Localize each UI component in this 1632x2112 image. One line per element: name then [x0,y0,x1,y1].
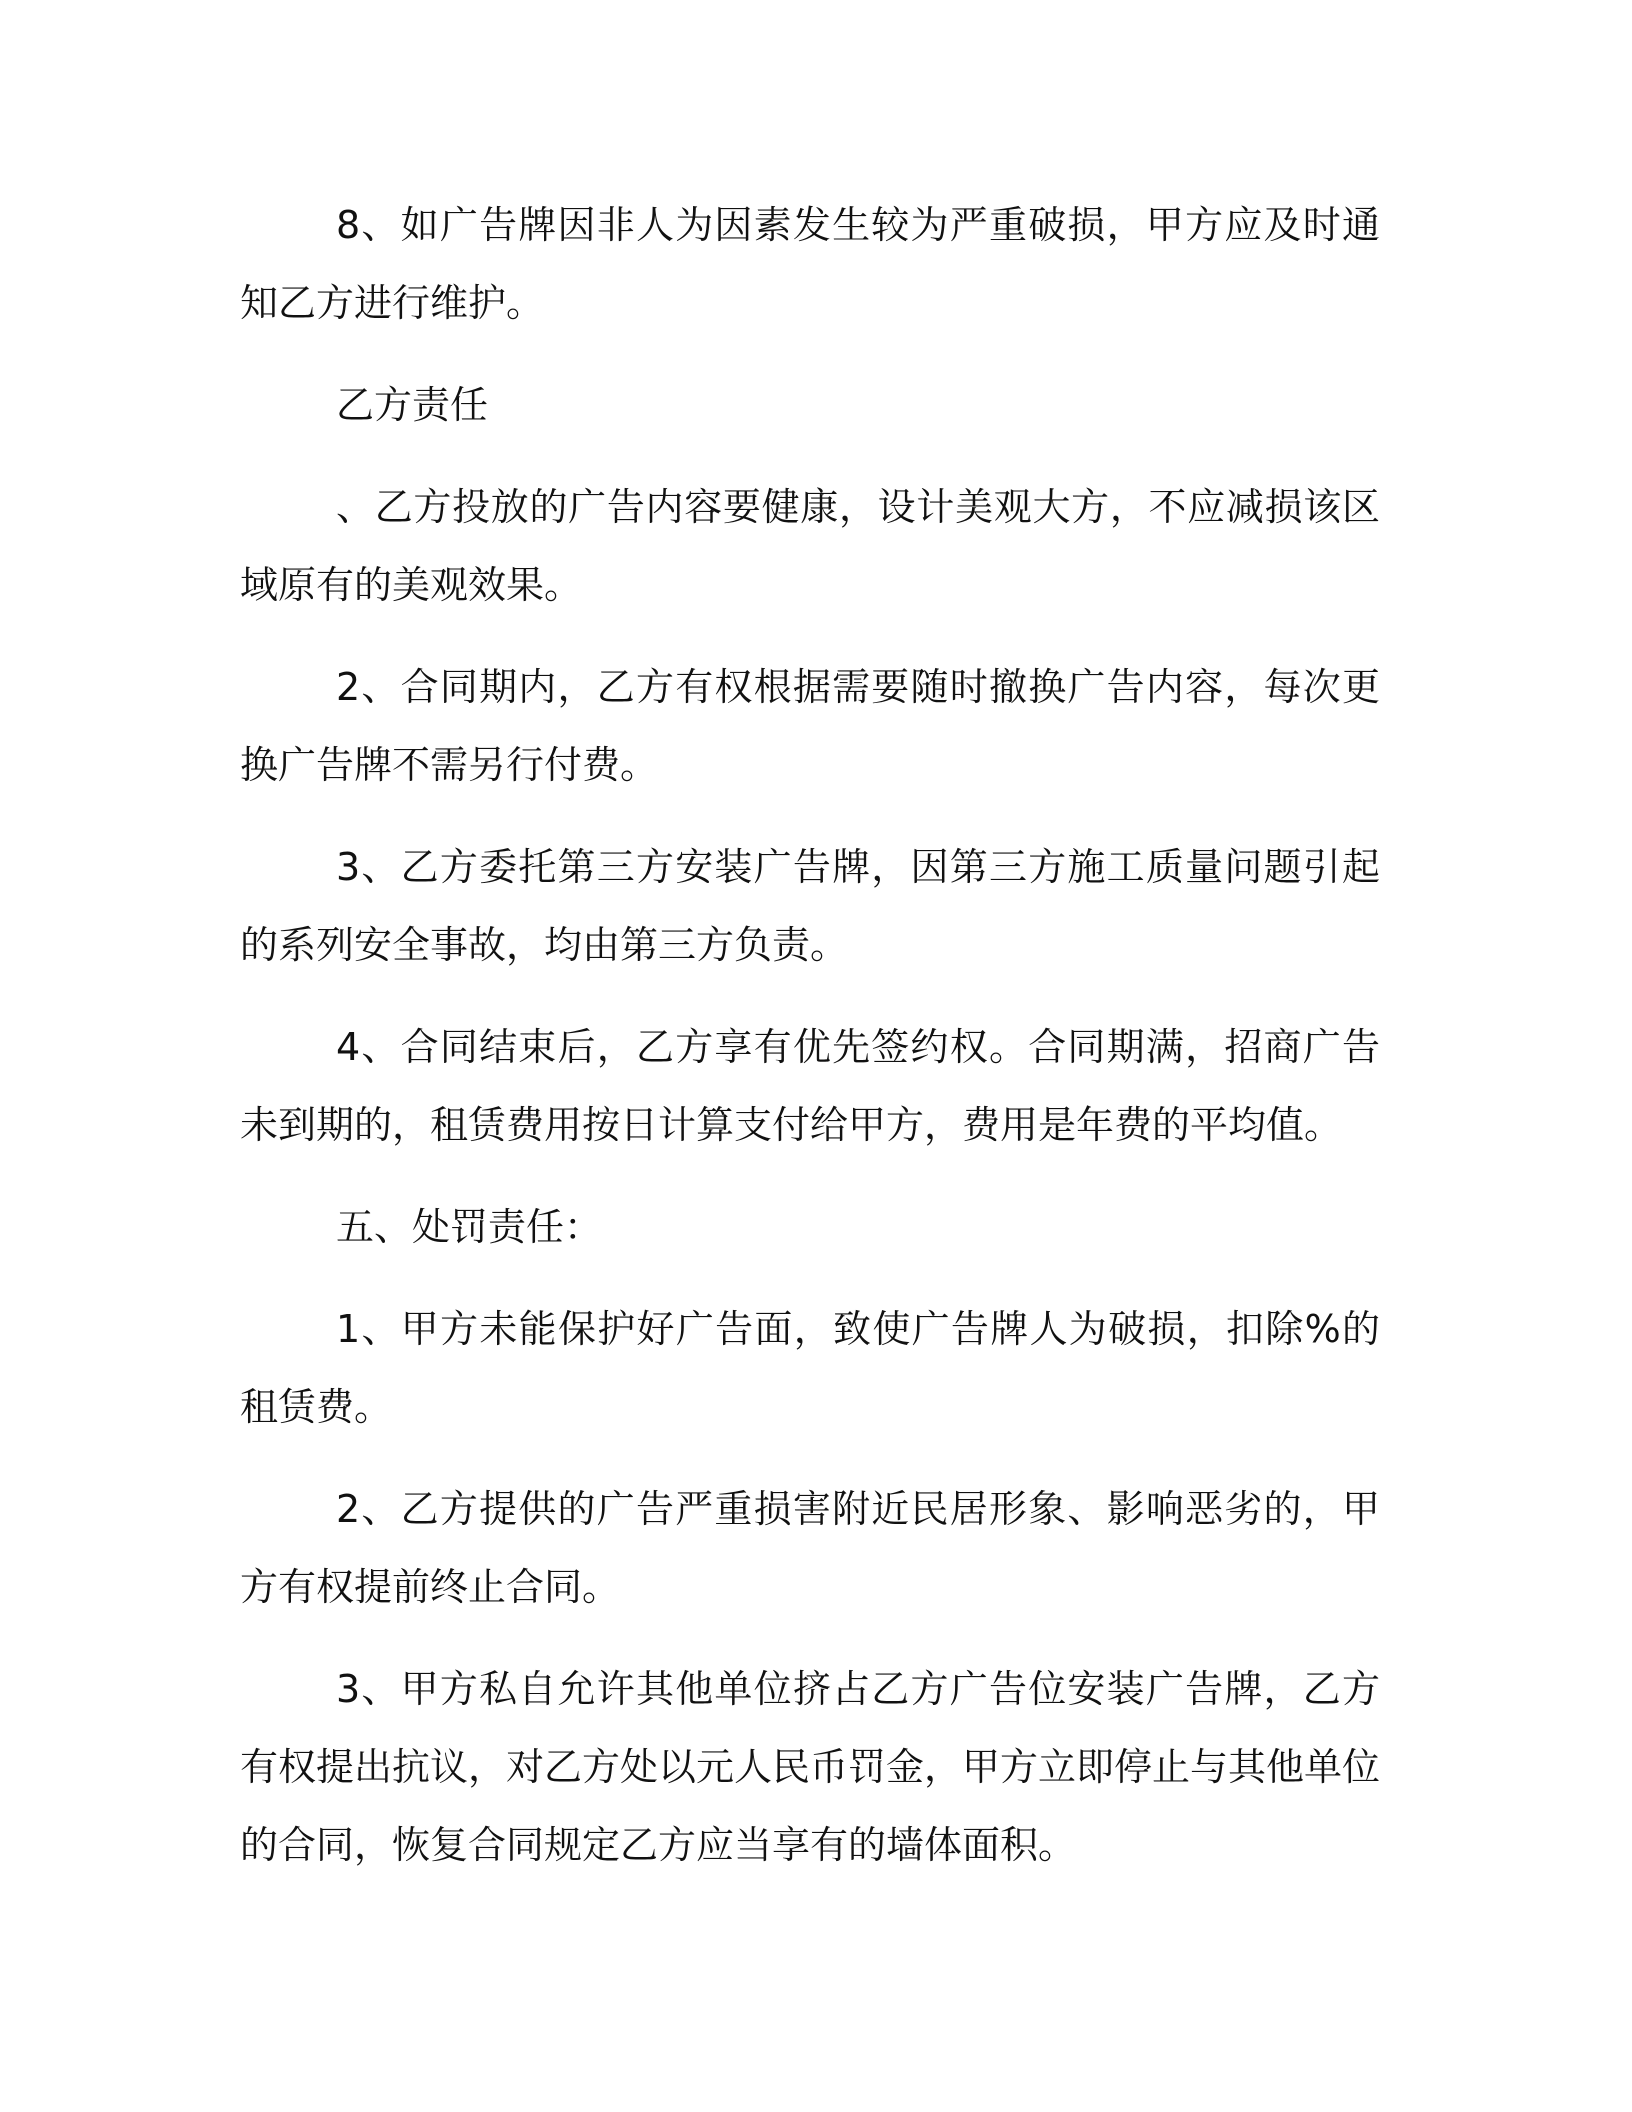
penalty-2-early-termination: 2、乙方提供的广告严重损害附近民居形象、影响恶劣的，甲方有权提前终止合同。 [240,1487,1380,1609]
penalty-3-unauthorized-occupation: 3、甲方私自允许其他单位挤占乙方广告位安装广告牌，乙方有权提出抗议，对乙方处以元人民币罚金，甲方立即停止与其他单位的合同，恢复合同规定乙方应当享有的墙体面积。 [240,1667,1381,1867]
clause-4-priority-renewal: 4、合同结束后，乙方享有优先签约权。合同期满，招商广告未到期的，租赁费用按日计算支付给甲方，费用是年费的平均值。 [240,1025,1380,1147]
clause-8-maintenance-notice: 8、如广告牌因非人为因素发生较为严重破损，甲方应及时通知乙方进行维护。 [240,203,1380,325]
section-heading-party-b-responsibility: 乙方责任 [336,383,489,427]
document-body [240,186,1380,1884]
section-heading-penalties: 五、处罚责任： [336,1205,603,1249]
clause-2-replace-ad-content: 2、合同期内，乙方有权根据需要随时撤换广告内容，每次更换广告牌不需另行付费。 [240,665,1380,787]
clause-3-third-party-install: 3、乙方委托第三方安装广告牌，因第三方施工质量问题引起的系列安全事故，均由第三方负责。 [240,845,1380,967]
penalty-1-damage-deduction: 1、甲方未能保护好广告面，致使广告牌人为破损，扣除%的租赁费。 [240,1307,1380,1429]
clause-ad-content-healthy: 、乙方投放的广告内容要健康，设计美观大方，不应减损该区域原有的美观效果。 [240,485,1380,607]
